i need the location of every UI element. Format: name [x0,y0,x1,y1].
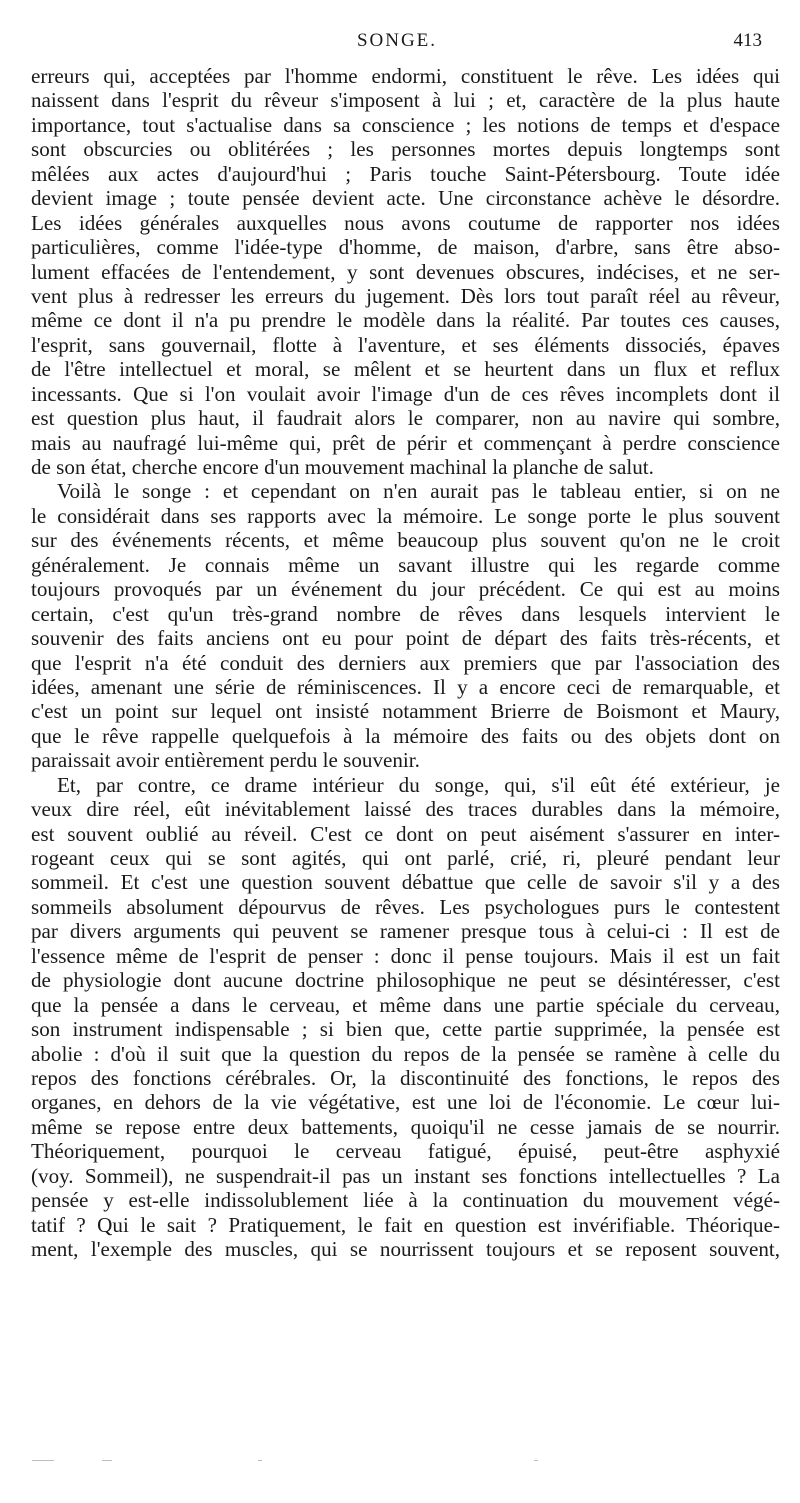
text-line: que la pensée a dans le cerveau, et même dans une partie spéciale du cerveau, [31,992,780,1017]
text-line: toujours provoqués par un événement du jour précédent. Ce qui est au moins [31,577,780,602]
text-line: mêlées aux actes d'aujourd'hui ; Paris touche Saint-Pétersbourg. Toute idée [31,161,780,186]
text-line: veux dire réel, eût inévitablement laissé des traces durables dans la mémoire, [31,797,780,822]
text-line: organes, en dehors de la vie végétative, est une loi de l'économie. Le cœur lui- [31,1090,780,1115]
text-line: l'essence même de l'esprit de penser : donc il pense toujours. Mais il est un fait [31,943,780,968]
text-line: même ce dont il n'a pu prendre le modèle dans la réalité. Par toutes ces causes, [31,308,780,333]
scan-mark [102,1460,112,1461]
text-line: abolie : d'où il suit que la question du repos de la pensée se ramène à celle du [31,1041,780,1066]
text-line: Et, par contre, ce drame intérieur du songe, qui, s'il eût été extérieur, je [57,772,780,797]
text-line: certain, c'est qu'un très-grand nombre de rêves dans lesquels intervient le [31,601,780,626]
text-line: sommeil. Et c'est une question souvent débattue que celle de savoir s'il y a des [31,870,780,895]
running-title: SONGE. [356,30,438,51]
text-line: tatif ? Qui le sait ? Pratiquement, le fait en question est invérifiable. Théorique- [31,1212,780,1237]
text-line: repos des fonctions cérébrales. Or, la discontinuité des fonctions, le repos des [31,1065,780,1090]
text-line: que l'esprit n'a été conduit des derniers aux premiers que par l'association des [31,650,780,675]
text-line: idées, amenant une série de réminiscences. Il y a encore ceci de remarquable, et [31,674,780,699]
text-line: incessants. Que si l'on voulait avoir l'image d'un de ces rêves incomplets dont il [31,381,780,406]
page-header [32,30,762,56]
text-line: que le rêve rappelle quelquefois à la mémoire des faits ou des objets dont on [31,723,780,748]
text-line: Les idées générales auxquelles nous avons coutume de rapporter nos idées [31,210,780,235]
text-line: par divers arguments qui peuvent se ramener presque tous à celui-ci : Il est de [31,919,780,944]
text-line: Voilà le songe : et cependant on n'en aurait pas le tableau entier, si on ne [57,479,780,504]
text-line: sommeils absolument dépourvus de rêves. Les psychologues purs le contestent [31,894,780,919]
text-line: souvenir des faits anciens ont eu pour point de départ des faits très-récents, et [31,626,780,651]
text-line: de physiologie dont aucune doctrine philosophique ne peut se désintéresser, c'est [31,968,780,993]
text-line: mais au naufragé lui-même qui, prêt de périr et commençant à perdre conscience [31,430,780,455]
text-line: de son état, cherche encore d'un mouvement machinal la planche de salut. [31,455,654,479]
text-line: importance, tout s'actualise dans sa conscience ; les notions de temps et d'espace [31,112,780,137]
page-number: 413 [733,30,762,51]
scan-mark [32,1460,54,1461]
scan-mark [258,1460,262,1461]
text-line: même se repose entre deux battements, quoiqu'il ne cesse jamais de se nourrir. [31,1114,780,1139]
text-line: de l'être intellectuel et moral, se mêlent et se heurtent dans un flux et reflux [31,357,780,382]
scan-mark [534,1460,538,1461]
text-line: est souvent oublié au réveil. C'est ce dont on peut aisément s'assurer en inter- [31,821,780,846]
text-line: Théoriquement, pourquoi le cerveau fatigué, épuisé, peut-être asphyxié [31,1139,780,1164]
text-line: son instrument indispensable ; si bien que, cette partie supprimée, la pensée est [31,1017,780,1042]
text-line: vent plus à redresser les erreurs du jugement. Dès lors tout paraît réel au rêveur, [31,283,780,308]
text-line: particulières, comme l'idée-type d'homme, de maison, d'arbre, sans être abso- [31,235,780,260]
text-line: rogeant ceux qui se sont agités, qui ont parlé, crié, ri, pleuré pendant leur [31,846,780,870]
text-line: paraissait avoir entièrement perdu le souvenir. [31,748,420,773]
text-line: est question plus haut, il faudrait alors le comparer, non au navire qui sombre, [31,406,780,431]
text-line: ment, l'exemple des muscles, qui se nourrissent toujours et se reposent souvent, [31,1237,780,1261]
text-line: (voy. Sommeil), ne suspendrait-il pas un instant ses fonctions intellectuelles ? La [31,1163,780,1188]
text-line: sur des événements récents, et même beaucoup plus souvent qu'on ne le croit [31,528,780,553]
body-text [31,64,780,1261]
text-line: généralement. Je connais même un savant illustre qui les regarde comme [31,552,780,577]
text-line: sont obscurcies ou oblitérées ; les personnes mortes depuis longtemps sont [31,137,780,162]
text-line: c'est un point sur lequel ont insisté notamment Brierre de Boismont et Maury, [31,699,780,724]
text-line: devient image ; toute pensée devient acte. Une circonstance achève le désordre. [31,186,780,211]
text-line: l'esprit, sans gouvernail, flotte à l'aventure, et ses éléments dissociés, épaves [31,332,780,357]
text-line: erreurs qui, acceptées par l'homme endormi, constituent le rêve. Les idées qui [31,64,780,88]
page-footer-marks [32,1460,772,1468]
text-line: lument effacées de l'entendement, y sont devenues obscures, indécises, et ne ser- [31,259,780,284]
text-line: le considérait dans ses rapports avec la mémoire. Le songe porte le plus souvent [31,503,780,528]
text-line: naissent dans l'esprit du rêveur s'imposent à lui ; et, caractère de la plus haute [31,88,780,113]
text-line: pensée y est-elle indissolublement liée à la continuation du mouvement végé- [31,1188,780,1213]
